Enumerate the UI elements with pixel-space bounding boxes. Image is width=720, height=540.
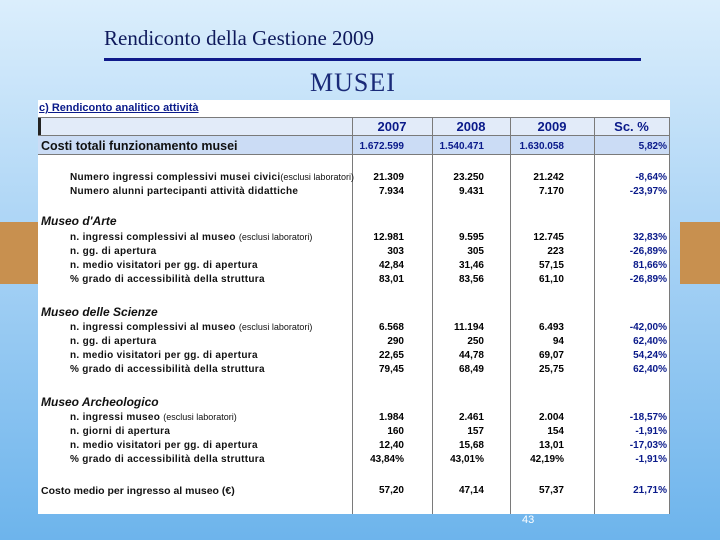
cell-2008: 44,78 — [458, 350, 484, 361]
cell-change: 62,40% — [633, 336, 667, 347]
row-note: (esclusi laboratori) — [238, 322, 313, 332]
row-label: n. ingressi museo — [70, 412, 161, 423]
row-label: n. medio visitatori per gg. di apertura — [70, 350, 258, 361]
cell-2007: 43,84% — [370, 454, 404, 465]
cell-2008: 157 — [467, 426, 484, 437]
cell-2009: 6.493 — [538, 322, 564, 333]
cell-2008: 250 — [467, 336, 484, 347]
cell-2008: 2.461 — [458, 412, 484, 423]
cell-2008: 68,49 — [458, 364, 484, 375]
section-title-museo-archeologico: Museo Archeologico — [41, 395, 159, 409]
column-divider — [594, 117, 595, 514]
row-label: Numero alunni partecipanti attività didattiche — [70, 186, 299, 197]
cell-2007: 6.568 — [378, 322, 404, 333]
cell-2009: 21.242 — [533, 172, 564, 183]
cell-2008: 305 — [467, 246, 484, 257]
cell-2009: 25,75 — [538, 364, 564, 375]
cell-2007: 79,45 — [378, 364, 404, 375]
page-number: 43 — [522, 514, 535, 526]
slide-title: Rendiconto della Gestione 2009 — [104, 26, 375, 50]
cell-2008: 43,01% — [450, 454, 484, 465]
title-rule — [104, 58, 641, 61]
cell-2009: 223 — [547, 246, 564, 257]
cell-2009: 2.004 — [538, 412, 564, 423]
column-divider — [510, 117, 511, 514]
cell-2009: 154 — [547, 426, 564, 437]
cell-2008: 47,14 — [458, 485, 484, 496]
cell-2007: 21.309 — [373, 172, 404, 183]
cell-change: -42,00% — [629, 322, 667, 333]
row-label: n. gg. di apertura — [70, 336, 157, 347]
cell-2007: 1.984 — [378, 412, 404, 423]
cell-2008: 83,56 — [458, 274, 484, 285]
cell-2009: 12.745 — [533, 232, 564, 243]
row-label: % grado di accessibilità della struttura — [70, 274, 265, 285]
row-divider — [38, 154, 670, 155]
cell-2007: 12,40 — [378, 440, 404, 451]
section-title-museo-arte: Museo d'Arte — [41, 214, 117, 228]
cell-2009: 1.630.058 — [519, 141, 564, 152]
cell-2007: 83,01 — [378, 274, 404, 285]
cell-change: 81,66% — [633, 260, 667, 271]
row-label: n. giorni di apertura — [70, 426, 171, 437]
cell-2008: 23.250 — [453, 172, 484, 183]
row-label: % grado di accessibilità della struttura — [70, 364, 265, 375]
cell-2009: 94 — [552, 336, 564, 347]
column-header-2008: 2008 — [456, 119, 486, 134]
cell-2007: 160 — [387, 426, 404, 437]
cell-2008: 1.540.471 — [439, 141, 484, 152]
cell-2007: 42,84 — [378, 260, 404, 271]
column-divider — [669, 117, 670, 514]
cell-change: -23,97% — [629, 186, 667, 197]
cell-2007: 22,65 — [378, 350, 404, 361]
cell-2009: 57,37 — [538, 485, 564, 496]
cell-2008: 11.194 — [453, 322, 484, 333]
row-note: (esclusi laboratori) — [280, 172, 354, 182]
cell-change: -1,91% — [635, 426, 667, 437]
row-label: n. medio visitatori per gg. di apertura — [70, 440, 258, 451]
cell-2007: 303 — [387, 246, 404, 257]
cell-change: -26,89% — [629, 274, 667, 285]
cell-change: -26,89% — [629, 246, 667, 257]
cell-2009: 61,10 — [538, 274, 564, 285]
cell-2008: 15,68 — [458, 440, 484, 451]
row-label: n. ingressi complessivi al museo — [70, 232, 236, 243]
cell-2009: 69,07 — [538, 350, 564, 361]
data-table — [38, 100, 670, 514]
slide-subtitle: MUSEI — [310, 68, 396, 97]
cell-2007: 1.672.599 — [359, 141, 404, 152]
section-header: c) Rendiconto analitico attività — [39, 102, 199, 114]
row-label: Numero ingressi complessivi musei civici — [70, 172, 281, 183]
cell-change: 62,40% — [633, 364, 667, 375]
row-label: n. ingressi complessivi al museo — [70, 322, 236, 333]
row-label: n. gg. di apertura — [70, 246, 157, 257]
lead-bar — [38, 118, 41, 136]
left-decorative-tab — [0, 222, 40, 284]
column-header-2009: 2009 — [537, 119, 567, 134]
cell-2007: 12.981 — [373, 232, 404, 243]
cell-change: -17,03% — [629, 440, 667, 451]
cell-change: 32,83% — [633, 232, 667, 243]
cell-2009: 42,19% — [530, 454, 564, 465]
cell-change: -8,64% — [635, 172, 667, 183]
section-title-museo-scienze: Museo delle Scienze — [41, 305, 158, 319]
row-label: n. medio visitatori per gg. di apertura — [70, 260, 258, 271]
cell-change: 21,71% — [633, 485, 667, 496]
row-divider — [38, 117, 670, 118]
cell-2008: 9.595 — [458, 232, 484, 243]
row-label: % grado di accessibilità della struttura — [70, 454, 265, 465]
cell-change: 54,24% — [633, 350, 667, 361]
row-note: (esclusi laboratori) — [163, 412, 237, 422]
cell-2007: 290 — [387, 336, 404, 347]
cell-2008: 9.431 — [458, 186, 484, 197]
cell-change: 5,82% — [638, 141, 667, 152]
avg-cost-label: Costo medio per ingresso al museo (€) — [41, 485, 235, 497]
cell-2009: 7.170 — [538, 186, 564, 197]
column-header-2007: 2007 — [377, 119, 407, 134]
column-header-change: Sc. % — [614, 119, 649, 134]
cell-change: -1,91% — [635, 454, 667, 465]
right-decorative-tab — [680, 222, 720, 284]
row-note: (esclusi laboratori) — [238, 232, 313, 242]
cell-change: -18,57% — [629, 412, 667, 423]
row-divider — [38, 135, 670, 136]
cell-2009: 57,15 — [538, 260, 564, 271]
total-costs-label: Costi totali funzionamento musei — [41, 139, 238, 153]
cell-2007: 57,20 — [378, 485, 404, 496]
cell-2009: 13,01 — [538, 440, 564, 451]
cell-2008: 31,46 — [458, 260, 484, 271]
cell-2007: 7.934 — [378, 186, 404, 197]
